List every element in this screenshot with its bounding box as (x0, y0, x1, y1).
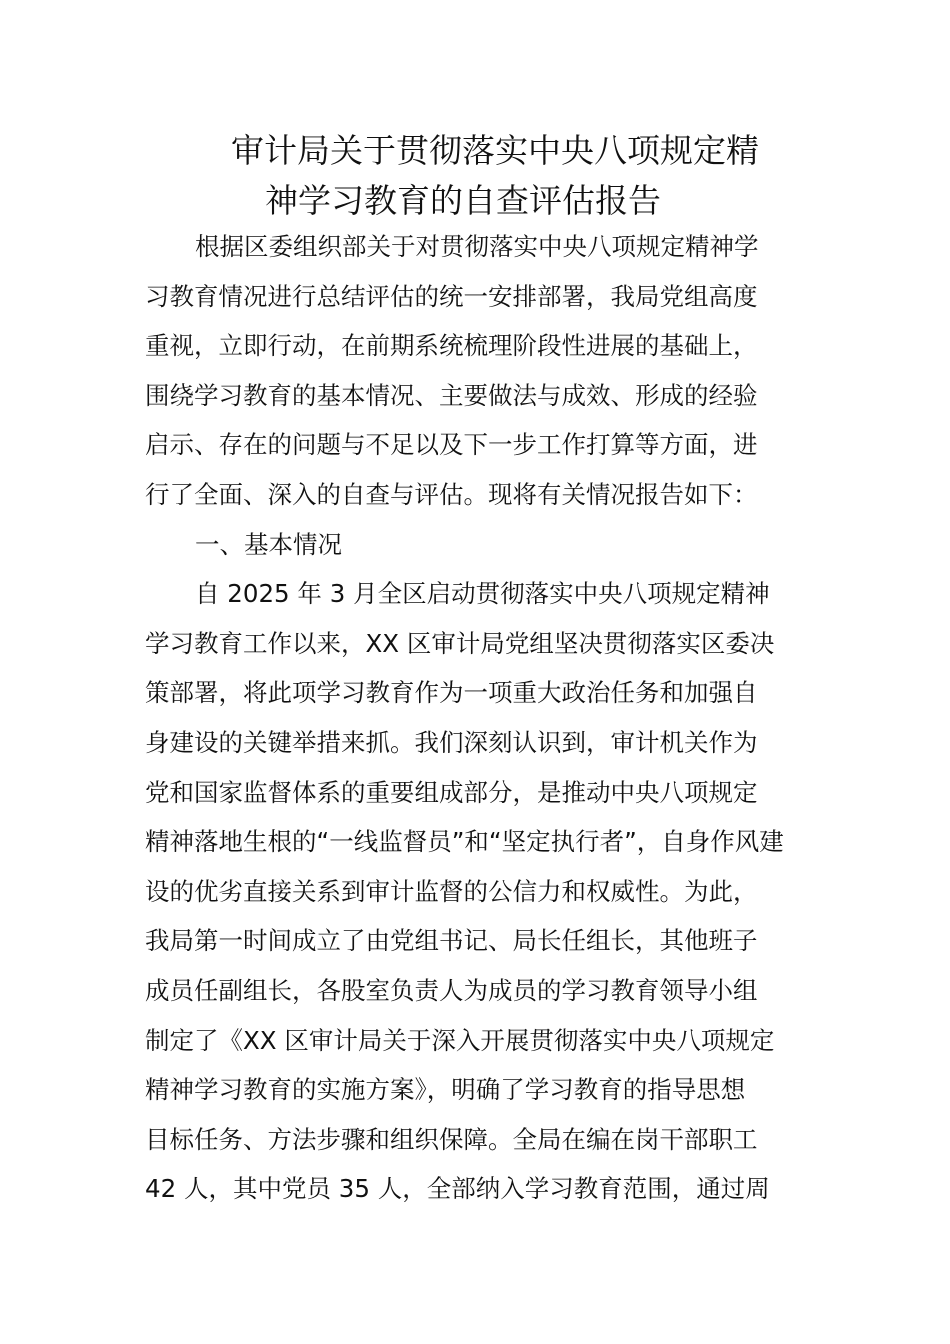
paragraph-basic-situation (145, 569, 810, 1214)
paragraph-intro (145, 222, 810, 520)
title-line-2: 神学习教育的自查评估报告 (265, 181, 661, 220)
document-body (145, 222, 810, 1214)
paragraph-line: 自 2025 年 3 月全区启动贯彻落实中央八项规定精神 (195, 579, 770, 609)
paragraph-line: 党和国家监督体系的重要组成部分，是推动中央八项规定 (145, 777, 758, 807)
paragraph-line: 围绕学习教育的基本情况、主要做法与成效、形成的经验 (145, 380, 758, 410)
paragraph-line: 身建设的关键举措来抓。我们深刻认识到，审计机关作为 (145, 727, 758, 757)
paragraph-line: 42 人，其中党员 35 人，全部纳入学习教育范围，通过周 (145, 1174, 770, 1204)
paragraph-line: 重视，立即行动，在前期系统梳理阶段性进展的基础上， (145, 331, 758, 361)
paragraph-line: 设的优劣直接关系到审计监督的公信力和权威性。为此， (145, 876, 758, 906)
paragraph-line: 行了全面、深入的自查与评估。现将有关情况报告如下： (145, 479, 758, 509)
paragraph-line: 制定了《XX 区审计局关于深入开展贯彻落实中央八项规定 (145, 1025, 775, 1055)
paragraph-line: 我局第一时间成立了由党组书记、局长任组长，其他班子 (145, 926, 758, 956)
paragraph-line: 启示、存在的问题与不足以及下一步工作打算等方面，进 (145, 430, 758, 460)
paragraph-line: 目标任务、方法步骤和组织保障。全局在编在岗干部职工 (145, 1124, 758, 1154)
paragraph-line: 学习教育工作以来，XX 区审计局党组坚决贯彻落实区委决 (145, 628, 775, 658)
paragraph-line: 精神学习教育的实施方案》，明确了学习教育的指导思想 (145, 1075, 746, 1105)
section-heading (145, 520, 810, 570)
paragraph-line: 习教育情况进行总结评估的统一安排部署，我局党组高度 (145, 281, 758, 311)
paragraph-line: 精神落地生根的“一线监督员”和“坚定执行者”，自身作风建 (145, 827, 784, 857)
document-title (145, 126, 845, 226)
section-heading-text: 一、基本情况 (195, 529, 342, 559)
paragraph-line: 策部署，将此项学习教育作为一项重大政治任务和加强自 (145, 678, 758, 708)
title-line-1: 审计局关于贯彻落实中央八项规定精 (231, 131, 759, 170)
paragraph-line: 根据区委组织部关于对贯彻落实中央八项规定精神学 (195, 232, 759, 261)
paragraph-line: 成员任副组长，各股室负责人为成员的学习教育领导小组 (145, 975, 758, 1005)
